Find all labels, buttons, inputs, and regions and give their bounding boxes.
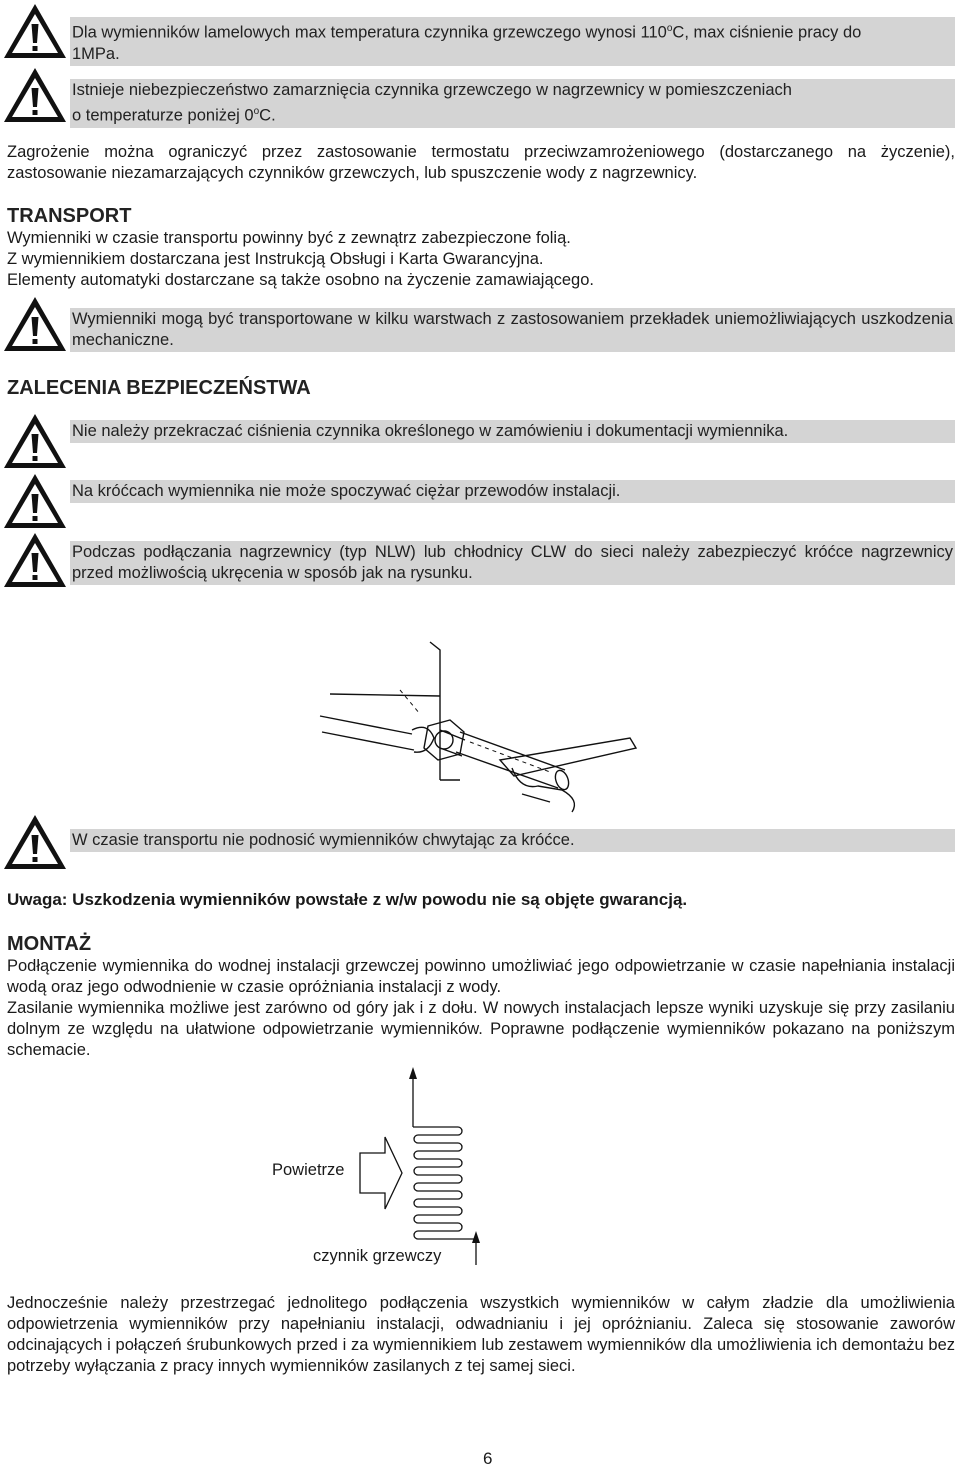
transport-line: Wymienniki w czasie transportu powinny być z zewnątrz zabezpieczone folią. <box>7 229 571 247</box>
diagram-air-label: Powietrze <box>272 1161 345 1179</box>
warning-text: Podczas podłączania nagrzewnicy (typ NLW) lub chłodnicy CLW do sieci należy zabezpieczyć króćce nagrzewnicy przed możliwością ukręcenia w sposób jak na rysunku. <box>70 541 955 585</box>
montaz-paragraph-2: Zasilanie wymiennika możliwe jest zarówno od góry jak i z dołu. W nowych instalacjach lepsze wyniki uzyskuje się przy zasilaniu dolnym ze względu na ułatwione odpowietrzanie wymienników. Poprawne podłączenie wymienników pokazano na poniższym schemacie. <box>7 999 955 1059</box>
transport-line: Z wymiennikiem dostarczana jest Instrukcją Obsługi i Karta Gwarancyjna. <box>7 250 544 268</box>
warranty-note: Uwaga: Uszkodzenia wymienników powstałe z w/w powodu nie są objęte gwarancją. <box>7 890 688 909</box>
diagram-medium-label: czynnik grzewczy <box>313 1247 442 1265</box>
montaz-heading: MONTAŻ <box>7 933 92 955</box>
warning-icon <box>2 412 68 470</box>
transport-text <box>7 228 955 291</box>
warning-text: Na króćcach wymiennika nie może spoczywać ciężar przewodów instalacji. <box>70 480 955 503</box>
warning-text: Wymienniki mogą być transportowane w kilku warstwach z zastosowaniem przekładek uniemożliwiających uszkodzenia mechaniczne. <box>70 308 955 352</box>
transport-line: Elementy automatyki dostarczane są także osobno na życzenie zamawiającego. <box>7 271 594 289</box>
warning-text: Dla wymienników lamelowych max temperatura czynnika grzewczego wynosi 110$^o$C, max ciśnienie pracy do 1MPa. <box>70 17 955 66</box>
montaz-paragraph-1: Podłączenie wymiennika do wodnej instalacji grzewczej powinno umożliwiać jego odpowietrzanie w czasie napełniania instalacji wodą oraz jego odwodnienie w czasie opróżniania instalacji z wody. <box>7 957 955 996</box>
page-number: 6 <box>483 1449 493 1468</box>
warning-pipe-weight <box>0 472 960 532</box>
warning-icon <box>2 472 68 530</box>
warning-icon <box>2 531 68 589</box>
warning-pressure <box>0 412 960 472</box>
warning-icon <box>2 66 68 124</box>
warning-icon <box>2 813 68 871</box>
warning-icon <box>2 295 68 353</box>
warning-max-temperature <box>0 0 960 63</box>
warning-transport-layers <box>0 295 960 357</box>
warning-text: W czasie transportu nie podnosić wymienników chwytając za króćce. <box>70 829 955 852</box>
frost-paragraph: Zagrożenie można ograniczyć przez zastosowanie termostatu przeciwzamrożeniowego (dostarczanego na życzenie), zastosowanie niezamarzających czynników grzewczych, lub spuszczenie wody z nagrzewnicy. <box>7 143 955 182</box>
warning-freezing <box>0 62 960 125</box>
warning-text: Istnieje niebezpieczeństwo zamarznięcia czynnika grzewczego w nagrzewnicy w pomieszczeniach o temperaturze poniżej 0$^o$C. <box>70 79 955 128</box>
montaz-paragraph-3: Jednocześnie należy przestrzegać jednolitego podłączenia wszystkich wymienników w całym zładzie dla umożliwienia odpowietrzenia wymienników przy napełnianiu instalacji, odwadnianiu i jej opróżnianiu. Zaleca się stosowanie zaworów odcinających i połączeń śrubunkowych przed i za wymiennikiem lub zestawem wymienników dla umożliwienia ich demontażu bez potrzeby wyłączania z pracy innych wymienników zasilanych z tej samej sieci. <box>7 1294 955 1375</box>
warning-lifting <box>0 810 960 872</box>
warning-text: Nie należy przekraczać ciśnienia czynnika określonego w zamówieniu i dokumentacji wymiennika. <box>70 420 955 443</box>
warning-icon <box>2 2 68 60</box>
transport-heading: TRANSPORT <box>7 205 132 227</box>
wrench-illustration <box>300 630 680 820</box>
warning-connection <box>0 528 960 590</box>
safety-heading: ZALECENIA BEZPIECZEŃSTWA <box>7 377 311 399</box>
